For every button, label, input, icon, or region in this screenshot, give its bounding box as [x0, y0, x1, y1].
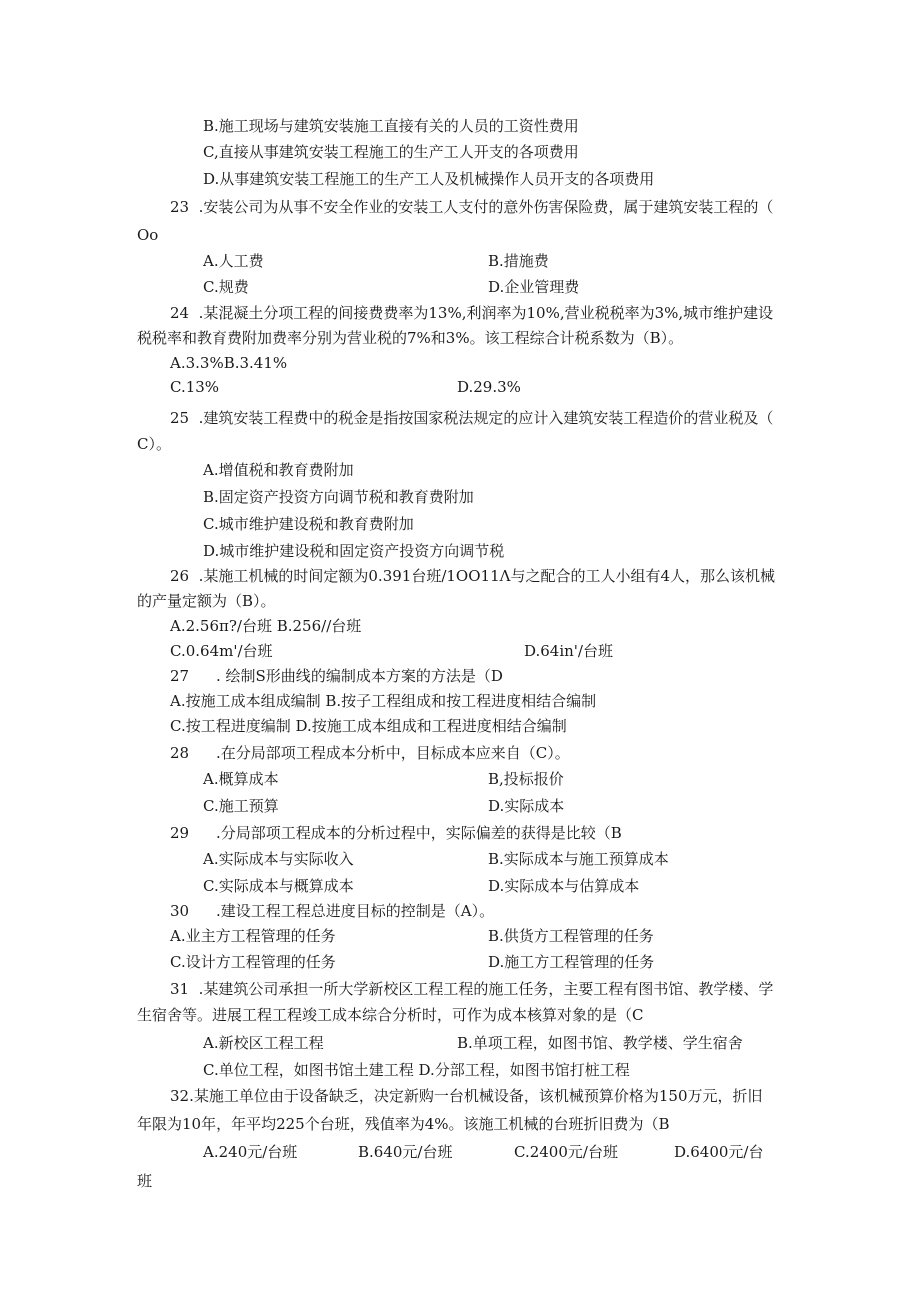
- option-cd: C.单位工程，如图书馆土建工程 D.分部工程，如图书馆打桩工程: [203, 1061, 630, 1079]
- question-28-number: 28: [170, 744, 190, 762]
- option-d: D.城市维护建设税和固定资产投资方向调节税: [203, 542, 505, 560]
- question-24: 24 .某混凝土分项工程的间接费费率为13%,利润率为10%,营业税税率为3%,城市维护建设: [170, 304, 774, 322]
- option-c: C.实际成本与概算成本: [203, 877, 354, 895]
- option-b: B.供货方工程管理的任务: [488, 927, 654, 945]
- question-24-cont: 税税率和教育费附加费率分别为营业税的7%和3%。该工程综合计税系数为（B）。: [137, 329, 684, 347]
- option-b: B.实际成本与施工预算成本: [488, 850, 669, 868]
- option-ab: A.3.3%B.3.41%: [170, 354, 288, 372]
- option-a: A.增值税和教育费附加: [203, 461, 354, 479]
- option-c: C.城市维护建设税和教育费附加: [203, 515, 414, 533]
- question-31: 31 .某建筑公司承担一所大学新校区工程工程的施工任务，主要工程有图书馆、教学楼、学: [170, 980, 774, 998]
- question-27-number: 27: [170, 667, 190, 685]
- option-line: C,直接从事建筑安装工程施工的生产工人开支的各项费用: [203, 143, 579, 161]
- question-28: .在分局部项工程成本分析中，目标成本应来自（C）。: [216, 744, 570, 762]
- option-a: A.概算成本: [203, 770, 279, 788]
- option-c: C.施工预算: [203, 797, 279, 815]
- option-a: A.新校区工程工程: [203, 1034, 324, 1052]
- question-32: 32.某施工单位由于设备缺乏，决定新购一台机械设备，该机械预算价格为150万元，折旧: [170, 1087, 763, 1105]
- option-c: C.0.64m'/台班: [170, 642, 273, 660]
- option-a: A.人工费: [203, 252, 264, 270]
- question-31-cont: 生宿舍等。进展工程工程竣工成本综合分析时，可作为成本核算对象的是（C: [137, 1006, 644, 1024]
- option-b: B.单项工程，如图书馆、教学楼、学生宿舍: [457, 1034, 743, 1052]
- option-line: D.从事建筑安装工程施工的生产工人及机械操作人员开支的各项费用: [203, 170, 655, 188]
- option-ab: A.2.56π?/台班 B.256//台班: [170, 617, 362, 635]
- option-cd: C.按工程进度编制 D.按施工成本组成和工程进度相结合编制: [170, 717, 567, 735]
- question-26-cont: 的产量定额为（B）。: [137, 592, 276, 610]
- option-d: D.29.3%: [457, 378, 521, 396]
- question-30-number: 30: [170, 902, 190, 920]
- option-b: B.640元/台班: [358, 1143, 453, 1161]
- question-29: .分局部项工程成本的分析过程中，实际偏差的获得是比较（B: [216, 824, 622, 842]
- option-line: B.施工现场与建筑安装施工直接有关的人员的工资性费用: [203, 117, 579, 135]
- question-26: 26 .某施工机械的时间定额为0.391台班/1OO11Λ与之配合的工人小组有4人，那么该机械: [170, 567, 775, 585]
- option-c: C.13%: [170, 378, 220, 396]
- question-27: . 绘制S形曲线的编制成本方案的方法是（D: [216, 667, 503, 685]
- option-a: A.实际成本与实际收入: [203, 850, 354, 868]
- option-c: C.设计方工程管理的任务: [170, 953, 336, 971]
- option-a: A.业主方工程管理的任务: [170, 927, 336, 945]
- option-d: D.施工方工程管理的任务: [488, 953, 655, 971]
- question-25-cont: C）。: [137, 435, 171, 453]
- option-c: C.2400元/台班: [514, 1143, 618, 1161]
- option-b: B,投标报价: [488, 770, 564, 788]
- question-25: 25 .建筑安装工程费中的税金是指按国家税法规定的应计入建筑安装工程造价的营业税及（: [170, 409, 774, 427]
- option-ab: A.按施工成本组成编制 B.按子工程组成和按工程进度相结合编制: [170, 692, 597, 710]
- option-d: D.实际成本: [488, 797, 565, 815]
- option-d: D.6400元/台: [674, 1143, 764, 1161]
- option-c: C.规费: [203, 278, 249, 296]
- question-30: .建设工程工程总进度目标的控制是（A）。: [216, 902, 495, 920]
- option-d: D.64in'/台班: [524, 642, 613, 660]
- option-d-cont: 班: [137, 1172, 153, 1190]
- question-23: 23 .安装公司为从事不安全作业的安装工人支付的意外伤害保险费，属于建筑安装工程的（: [170, 198, 774, 216]
- question-29-number: 29: [170, 824, 190, 842]
- option-b: B.固定资产投资方向调节税和教育费附加: [203, 488, 474, 506]
- option-b: B.措施费: [488, 252, 549, 270]
- option-a: A.240元/台班: [203, 1143, 298, 1161]
- question-23-cont: Oo: [137, 226, 159, 244]
- option-d: D.实际成本与估算成本: [488, 877, 640, 895]
- question-32-cont: 年限为10年，年平均225个台班，残值率为4%。该施工机械的台班折旧费为（B: [137, 1115, 670, 1133]
- option-d: D.企业管理费: [488, 278, 580, 296]
